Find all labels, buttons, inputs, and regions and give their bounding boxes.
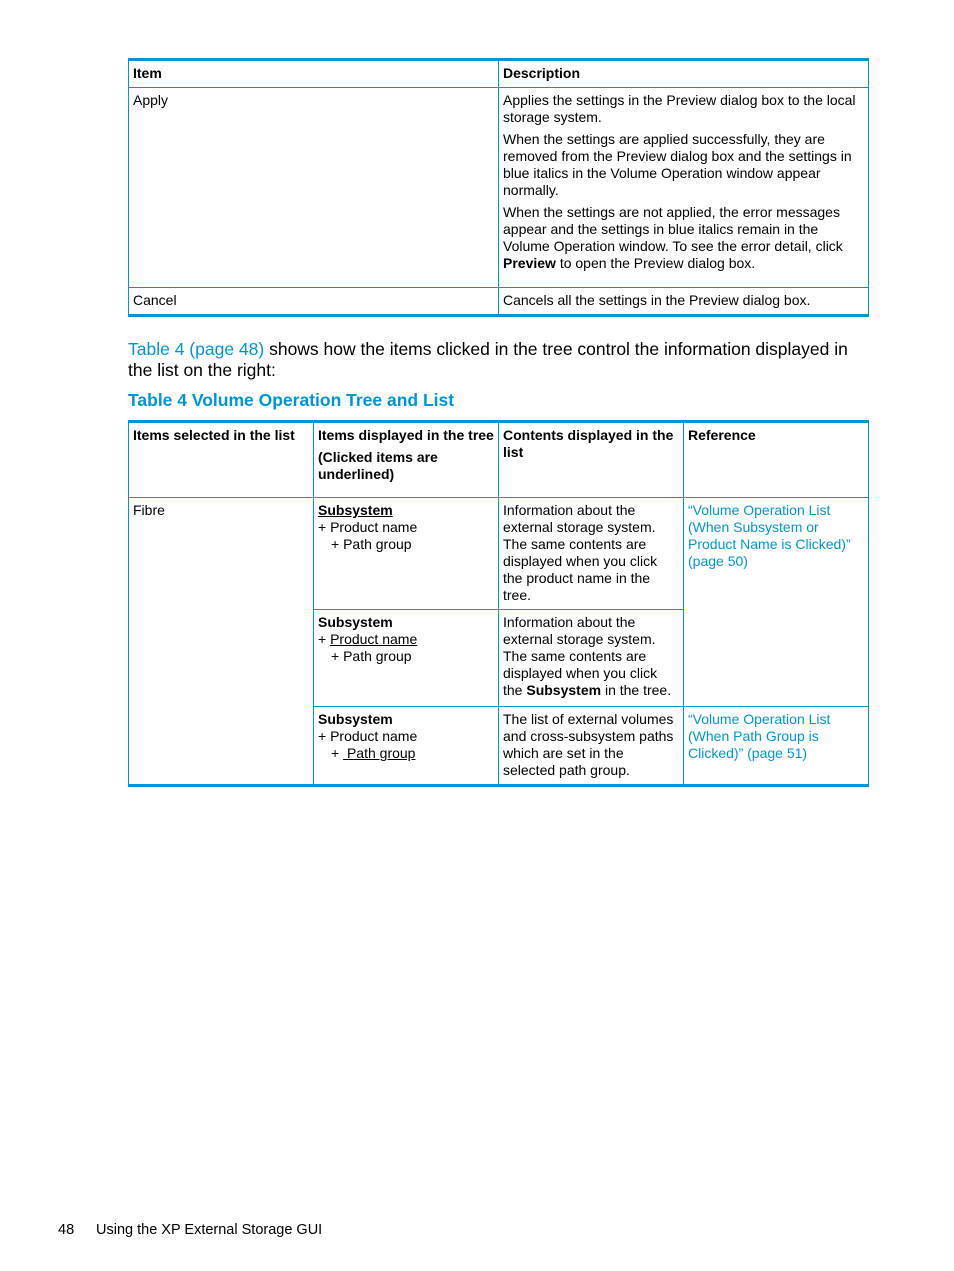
footer-title: Using the XP External Storage GUI <box>96 1222 323 1238</box>
apply-paragraph-3-text: When the settings are not applied, the error messages appear and the settings in blue italics remain in the Volume Operation window. To see the error detail, click <box>503 204 843 254</box>
tree-subsystem: Subsystem <box>318 614 393 630</box>
table-header-row <box>129 422 869 498</box>
page-footer <box>58 1222 322 1238</box>
header-items-selected: Items selected in the list <box>129 422 314 498</box>
tree-product: + Product name <box>318 728 418 744</box>
item-cancel: Cancel <box>129 288 499 316</box>
header-items-displayed-line1: Items displayed in the tree <box>318 427 494 443</box>
items-table <box>128 58 869 317</box>
tree-subsystem: Subsystem <box>318 711 393 727</box>
preview-keyword: Preview <box>503 255 556 271</box>
tree-cell <box>314 707 499 786</box>
subsystem-keyword: Subsystem <box>526 682 602 698</box>
page-number: 48 <box>58 1222 75 1238</box>
table-row-cancel <box>129 288 869 316</box>
contents-end: in the tree. <box>601 682 672 698</box>
table-caption: Table 4 Volume Operation Tree and List <box>128 390 455 410</box>
intro-text: shows how the items clicked in the tree control the information displayed in the list on the right: <box>128 339 848 380</box>
tree-cell <box>314 498 499 610</box>
volume-operation-tree-table <box>128 420 869 787</box>
apply-paragraph-1: Applies the settings in the Preview dialog box to the local storage system. <box>503 92 856 125</box>
header-items-displayed <box>314 422 499 498</box>
contents-text: Information about the external storage system. The same contents are displayed when you click the <box>503 614 658 698</box>
tree-product: Product name <box>330 631 418 647</box>
table-header-row <box>129 60 869 88</box>
apply-paragraph-2: When the settings are applied successfully, they are removed from the Preview dialog box and the settings in blue italics in the Volume Operation window appear normally. <box>503 131 852 198</box>
tree-product-prefix: + <box>318 631 331 647</box>
tree-subsystem: Subsystem <box>318 502 393 518</box>
header-item: Item <box>129 60 499 88</box>
tree-path: + Path group <box>331 536 412 552</box>
contents-cell: The list of external volumes and cross-subsystem paths which are set in the selected path group. <box>499 707 684 786</box>
header-items-displayed-line2: (Clicked items are underlined) <box>318 449 438 482</box>
contents-cell: Information about the external storage system. The same contents are displayed when you click the product name in the tree. <box>499 498 684 610</box>
apply-paragraph-3 <box>503 204 864 272</box>
contents-cell <box>499 610 684 707</box>
intro-paragraph <box>128 339 873 381</box>
table-row-apply <box>129 88 869 288</box>
item-apply: Apply <box>129 88 499 288</box>
tree-path: + Path group <box>331 648 412 664</box>
header-contents: Contents displayed in the list <box>499 422 684 498</box>
tree-product: + Product name <box>318 519 418 535</box>
header-description: Description <box>499 60 869 88</box>
tree-path: Path group <box>343 745 416 761</box>
reference-link-path-group[interactable]: “Volume Operation List (When Path Group is Clicked)” (page 51) <box>684 707 869 786</box>
tree-cell <box>314 610 499 707</box>
tree-path-line <box>318 745 494 762</box>
description-apply <box>499 88 869 288</box>
reference-link-subsystem[interactable]: “Volume Operation List (When Subsystem or Product Name is Clicked)” (page 50) <box>684 498 869 707</box>
header-reference: Reference <box>684 422 869 498</box>
fibre-cell: Fibre <box>129 498 314 786</box>
table-4-link[interactable]: Table 4 (page 48) <box>128 339 265 359</box>
tree-path-prefix: + <box>331 745 344 761</box>
apply-paragraph-3-end: to open the Preview dialog box. <box>555 255 756 271</box>
description-cancel: Cancels all the settings in the Preview dialog box. <box>499 288 869 316</box>
table-row <box>129 498 869 610</box>
